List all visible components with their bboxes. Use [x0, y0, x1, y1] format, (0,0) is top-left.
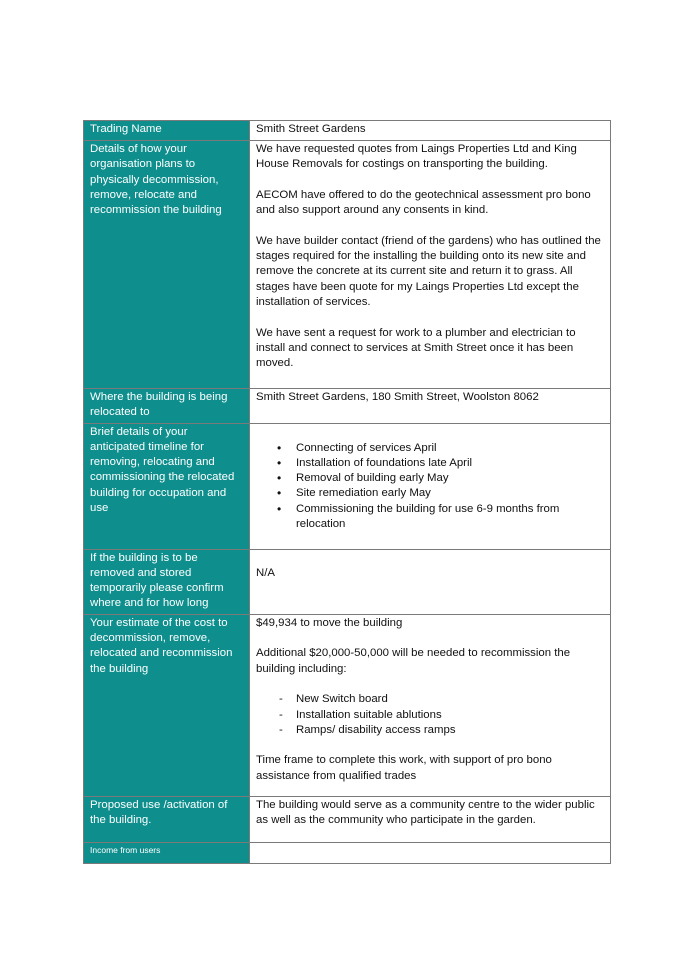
timeline-value: [250, 423, 611, 549]
details-paragraph: We have requested quotes from Laings Properties Ltd and King House Removals for costings on transporting the building.: [256, 143, 577, 171]
cost-line: Additional $20,000-50,000 will be needed to recommission the building including:: [256, 647, 571, 675]
cost-line: Time frame to complete this work, with support of pro bono assistance from qualified trades: [256, 754, 552, 782]
cost-line: $49,934 to move the building: [256, 616, 403, 629]
cost-label: Your estimate of the cost to decommission, remove, relocated and recommission the building: [84, 614, 250, 796]
details-paragraph: We have builder contact (friend of the gardens) who has outlined the stages required for the installing the building onto its new site and remove the concrete at its current site and return it to grass. All stages have been quote for my Laings Properties Ltd except the installation of services.: [256, 234, 601, 308]
proposed-use-label: Proposed use /activation of the building.: [84, 796, 250, 842]
details-value: [250, 141, 611, 389]
row-relocation: [84, 389, 611, 424]
row-trading-name: [84, 121, 611, 141]
income-value: [250, 842, 611, 863]
row-cost: [84, 614, 611, 796]
details-paragraph: AECOM have offered to do the geotechnical assessment pro bono and also support around any consents in kind.: [256, 188, 591, 217]
trading-name-value: Smith Street Gardens: [250, 121, 611, 141]
cost-items-list: [256, 692, 604, 738]
relocation-label: Where the building is being relocated to: [84, 389, 250, 424]
row-income: [84, 842, 611, 863]
timeline-item: • Commissioning the building for use 6-9 months from relocation: [256, 502, 604, 533]
storage-text: N/A: [256, 566, 275, 579]
timeline-label: Brief details of your anticipated timeline for removing, relocating and commissioning the relocated building for occupation and use: [84, 423, 250, 549]
details-paragraph: We have sent a request for work to a plumber and electrician to install and connect to services at Smith Street once it has been moved.: [256, 326, 576, 370]
timeline-item: • Removal of building early May: [256, 471, 604, 486]
timeline-item: • Connecting of services April: [256, 441, 604, 456]
row-timeline: [84, 423, 611, 549]
proposed-use-value: The building would serve as a community centre to the wider public as well as the community who participate in the garden.: [250, 796, 611, 842]
cost-item: - Installation suitable ablutions: [256, 708, 604, 723]
cost-item: - New Switch board: [256, 692, 604, 707]
details-label: Details of how your organisation plans to physically decommission, remove, relocate and recommission the building: [84, 141, 250, 389]
application-form-table: [83, 120, 611, 864]
relocation-value: Smith Street Gardens, 180 Smith Street, Woolston 8062: [250, 389, 611, 424]
row-details: [84, 141, 611, 389]
cost-item: - Ramps/ disability access ramps: [256, 723, 604, 738]
cost-value: [250, 614, 611, 796]
row-storage: [84, 549, 611, 614]
row-proposed-use: [84, 796, 611, 842]
income-label: Income from users: [84, 842, 250, 863]
trading-name-label: Trading Name: [84, 121, 250, 141]
timeline-item: • Site remediation early May: [256, 486, 604, 501]
timeline-item: • Installation of foundations late April: [256, 456, 604, 471]
storage-label: If the building is to be removed and stored temporarily please confirm where and for how long: [84, 549, 250, 614]
storage-value: [250, 549, 611, 614]
timeline-list: [256, 441, 604, 533]
